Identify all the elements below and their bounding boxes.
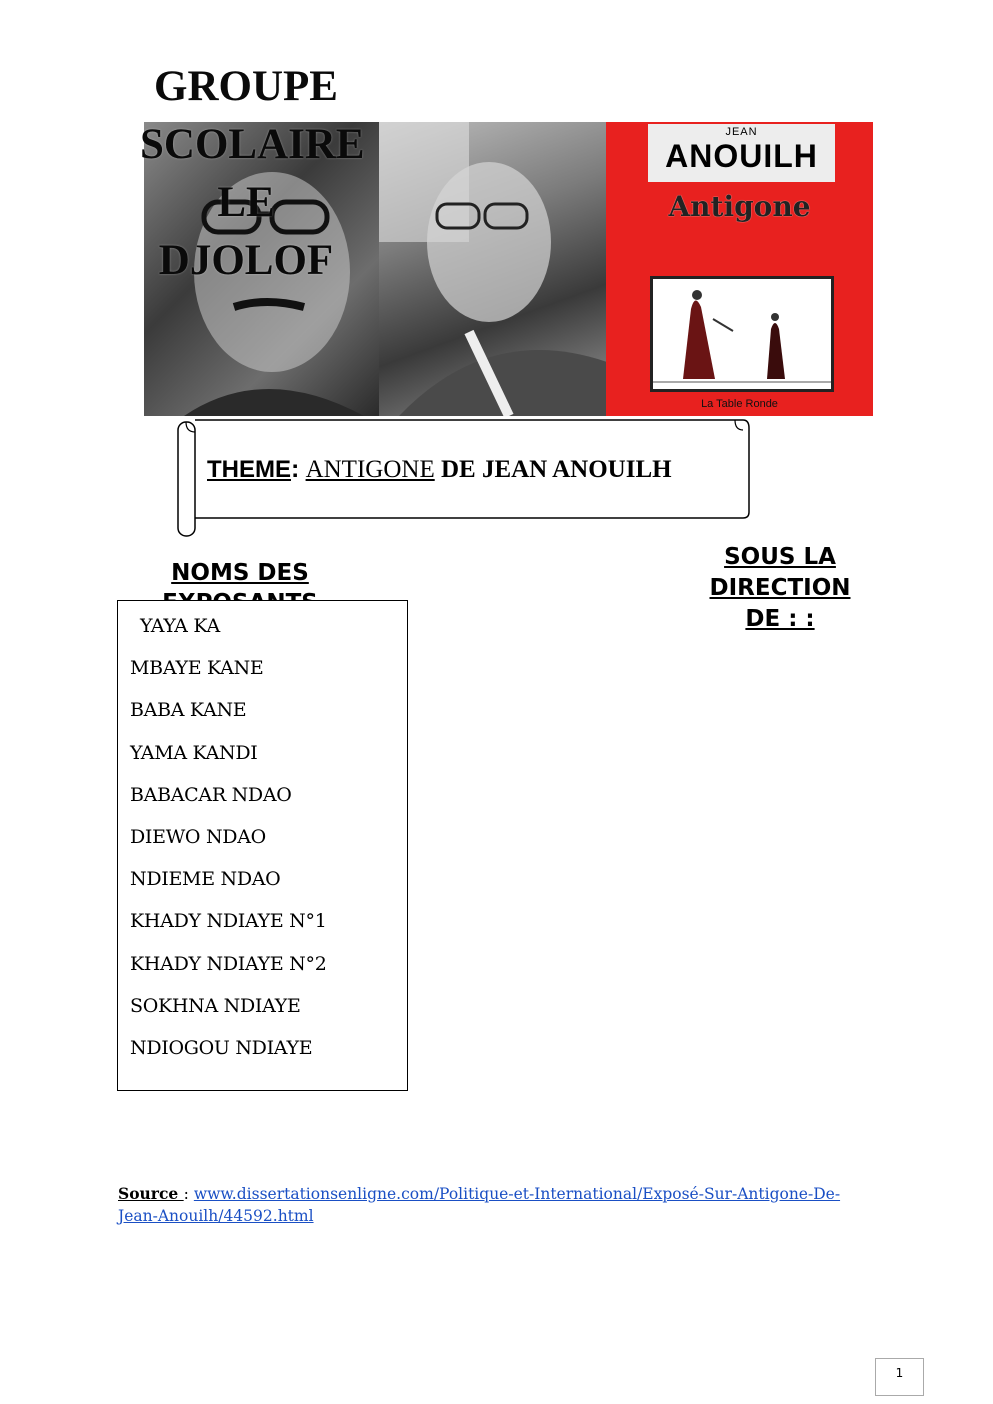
list-item: NDIOGOU NDIAYE [130, 1036, 313, 1059]
list-item: KHADY NDIAYE N°1 [130, 910, 327, 933]
list-item: BABA KANE [130, 699, 247, 722]
cover-illustration [650, 276, 834, 392]
cover-author-last: ANOUILH [665, 138, 818, 174]
theme-separator: : [291, 455, 300, 483]
theme-line [207, 455, 672, 484]
source-separator: : [183, 1185, 189, 1203]
portrait-photo-middle [379, 122, 607, 416]
names-heading: NOMS DES [171, 560, 309, 586]
list-item: YAYA KA [140, 615, 220, 637]
school-name: GROUPE SCOLAIRE LE DJOLOF [140, 63, 365, 284]
list-item: KHADY NDIAYE N°2 [130, 952, 327, 975]
page-number-label: 1 [895, 1366, 904, 1380]
cover-publisher: La Table Ronde [701, 398, 778, 410]
list-item: SOKHNA NDIAYE [130, 994, 301, 1017]
theme-label: THEME [207, 456, 291, 483]
presenters-box [117, 600, 408, 1091]
list-item: BABACAR NDAO [130, 783, 292, 806]
cover-author-first: JEAN [725, 126, 758, 138]
source-citation [118, 1183, 878, 1227]
cover-title: Antigone [668, 190, 811, 223]
list-item: DIEWO NDAO [130, 825, 266, 848]
direction-heading: SOUS LA DIRECTION DE : : [709, 544, 851, 632]
source-link[interactable]: www.dissertationsenligne.com/Politique-et-International/Exposé-Sur-Antigone-De-Jean-Anouilh/44592.html [118, 1185, 841, 1225]
cover-author-box [648, 124, 835, 182]
source-label: Source [118, 1184, 184, 1203]
presenters-list [130, 605, 326, 1069]
list-item: MBAYE KANE [130, 657, 264, 680]
page-number [875, 1358, 924, 1396]
list-item: YAMA KANDI [130, 741, 258, 764]
theme-author: DE JEAN ANOUILH [434, 456, 672, 483]
theme-title: ANTIGONE [305, 456, 435, 483]
list-item: NDIEME NDAO [130, 868, 281, 891]
